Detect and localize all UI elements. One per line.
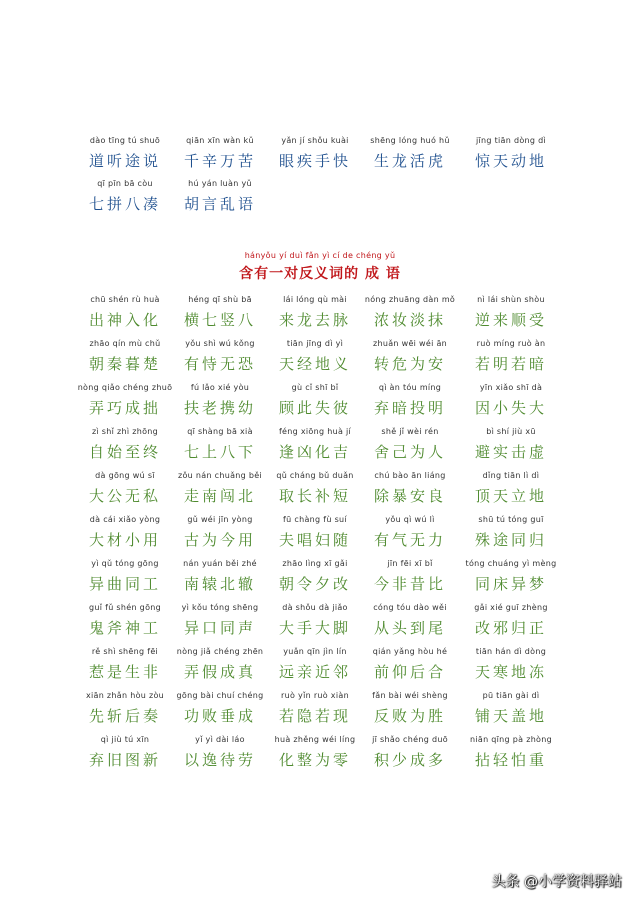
idiom-hanzi: 取长补短: [278, 487, 351, 505]
idiom-pinyin: jī shǎo chéng duō: [372, 735, 448, 744]
idiom-hanzi: 走南闯北: [183, 487, 256, 505]
idiom-hanzi: 出神入化: [88, 311, 161, 329]
idiom-pinyin: chū shén rù huà: [90, 295, 160, 304]
idiom-pinyin: shū tú tóng guī: [478, 515, 544, 524]
idiom-row: [0, 178, 640, 216]
idiom-pinyin: jīn fēi xī bǐ: [387, 559, 433, 568]
idiom-row: [0, 426, 640, 464]
idiom-hanzi: 今非昔比: [373, 575, 446, 593]
idiom-item: [452, 135, 570, 171]
idiom-pinyin: nòng qiǎo chéng zhuō: [77, 383, 173, 392]
idiom-hanzi: 积少成多: [373, 751, 446, 769]
idiom-pinyin: zì shǐ zhì zhōng: [91, 427, 159, 436]
idiom-hanzi: 拈轻怕重: [474, 751, 547, 769]
idiom-hanzi: 以逸待劳: [183, 751, 256, 769]
idiom-row: [0, 690, 640, 728]
section-title: [0, 250, 640, 283]
idiom-hanzi: 横七竖八: [183, 311, 256, 329]
idiom-hanzi: 大手大脚: [278, 619, 351, 637]
idiom-hanzi: 鬼斧神工: [88, 619, 161, 637]
idiom-hanzi: 弃旧图新: [88, 751, 161, 769]
idiom-pinyin: shēng lóng huó hǔ: [370, 136, 450, 145]
idiom-hanzi: 弃暗投明: [373, 399, 446, 417]
idiom-hanzi: 若隐若现: [278, 707, 351, 725]
idiom-pinyin: tiān hán dì dòng: [475, 647, 547, 656]
idiom-pinyin: nán yuán běi zhé: [183, 559, 257, 568]
idiom-pinyin: zhāo qín mù chǔ: [89, 339, 161, 348]
idiom-hanzi: 改邪归正: [474, 619, 547, 637]
idiom-item: [452, 382, 570, 418]
idiom-row: [0, 382, 640, 420]
idiom-pinyin: dǐng tiān lì dì: [482, 471, 540, 480]
idiom-hanzi: 七上八下: [183, 443, 256, 461]
idiom-hanzi: 除暴安良: [373, 487, 446, 505]
idiom-pinyin: ruò míng ruò àn: [476, 339, 546, 348]
idiom-item: [452, 294, 570, 330]
idiom-hanzi: 自始至终: [88, 443, 161, 461]
idiom-pinyin: xiān zhǎn hòu zòu: [85, 691, 165, 700]
idiom-row: [0, 558, 640, 596]
idiom-hanzi: 天经地义: [278, 355, 351, 373]
idiom-pinyin: yǎn jí shǒu kuài: [281, 136, 349, 145]
idiom-pinyin: guǐ fǔ shén gōng: [88, 603, 162, 612]
idiom-hanzi: 惊天动地: [474, 152, 547, 170]
idiom-hanzi: 扶老携幼: [183, 399, 256, 417]
idiom-hanzi: 生龙活虎: [373, 152, 446, 170]
idiom-item: [161, 178, 279, 214]
idiom-pinyin: huà zhěng wéi líng: [274, 735, 356, 744]
idiom-hanzi: 异口同声: [183, 619, 256, 637]
idiom-pinyin: yǒu qì wú lì: [385, 515, 435, 524]
idiom-pinyin: féng xiōng huà jí: [278, 427, 352, 436]
idiom-pinyin: pū tiān gài dì: [482, 691, 540, 700]
idiom-hanzi: 有气无力: [373, 531, 446, 549]
idiom-pinyin: yīn xiǎo shī dà: [479, 383, 543, 392]
idiom-row: [0, 470, 640, 508]
idiom-pinyin: nì lái shùn shòu: [477, 295, 545, 304]
idiom-pinyin: yǒu shì wú kǒng: [185, 339, 255, 348]
idiom-pinyin: zhāo lìng xī gǎi: [282, 559, 348, 568]
idiom-hanzi: 古为今用: [183, 531, 256, 549]
idiom-item: [452, 690, 570, 726]
idiom-pinyin: gù cǐ shī bǐ: [291, 383, 339, 392]
idiom-pinyin: dà gōng wú sī: [95, 471, 155, 480]
idiom-item: [452, 646, 570, 682]
idiom-row: [0, 602, 640, 640]
idiom-hanzi: 异曲同工: [88, 575, 161, 593]
idiom-hanzi: 南辕北辙: [183, 575, 256, 593]
idiom-pinyin: lái lóng qù mài: [283, 295, 347, 304]
idiom-row: [0, 294, 640, 332]
idiom-hanzi: 反败为胜: [373, 707, 446, 725]
idiom-item: [452, 426, 570, 462]
idiom-pinyin: nóng zhuāng dàn mǒ: [364, 295, 456, 304]
section-title-text: 含有一对反义词的 成 语: [239, 266, 401, 282]
idiom-hanzi: 惹是生非: [88, 663, 161, 681]
idiom-hanzi: 朝令夕改: [278, 575, 351, 593]
idiom-row: [0, 514, 640, 552]
idiom-hanzi: 来龙去脉: [278, 311, 351, 329]
idiom-pinyin: gǎi xié guī zhèng: [474, 603, 548, 612]
idiom-pinyin: zhuǎn wēi wéi ān: [372, 339, 448, 348]
idiom-hanzi: 有恃无恐: [183, 355, 256, 373]
idiom-pinyin: ruò yǐn ruò xiàn: [281, 691, 349, 700]
idiom-hanzi: 功败垂成: [183, 707, 256, 725]
idiom-pinyin: chú bào ān liáng: [374, 471, 446, 480]
idiom-pinyin: gōng bài chuí chéng: [176, 691, 264, 700]
idiom-hanzi: 弄巧成拙: [88, 399, 161, 417]
idiom-pinyin: jīng tiān dòng dì: [475, 136, 547, 145]
idiom-pinyin: qī shàng bā xià: [187, 427, 253, 436]
source-watermark: 头条 @小学资料驿站: [491, 874, 622, 890]
idiom-hanzi: 转危为安: [373, 355, 446, 373]
idiom-pinyin: qǔ cháng bǔ duǎn: [276, 471, 354, 480]
idiom-pinyin: tiān jīng dì yì: [286, 339, 344, 348]
idiom-pinyin: qiān xīn wàn kǔ: [186, 136, 254, 145]
idiom-pinyin: dà cái xiǎo yòng: [89, 515, 161, 524]
idiom-row: [0, 646, 640, 684]
idiom-item: [452, 558, 570, 594]
idiom-hanzi: 若明若暗: [474, 355, 547, 373]
idiom-hanzi: 远亲近邻: [278, 663, 351, 681]
idiom-item: [452, 514, 570, 550]
idiom-hanzi: 七拼八凑: [88, 195, 161, 213]
idiom-hanzi: 朝秦暮楚: [88, 355, 161, 373]
idiom-hanzi: 眼疾手快: [278, 152, 351, 170]
idiom-hanzi: 天寒地冻: [474, 663, 547, 681]
idiom-hanzi: 殊途同归: [474, 531, 547, 549]
idiom-pinyin: qián yǎng hòu hé: [372, 647, 448, 656]
idiom-hanzi: 千辛万苦: [183, 152, 256, 170]
idiom-hanzi: 胡言乱语: [183, 195, 256, 213]
idiom-pinyin: rě shì shēng fēi: [91, 647, 159, 656]
idiom-pinyin: fú lǎo xié yòu: [190, 383, 250, 392]
idiom-pinyin: yuǎn qīn jìn lín: [283, 647, 347, 656]
idiom-pinyin: yì kǒu tóng shēng: [181, 603, 259, 612]
idiom-pinyin: niān qīng pà zhòng: [469, 735, 553, 744]
idiom-hanzi: 顾此失彼: [278, 399, 351, 417]
idiom-hanzi: 大公无私: [88, 487, 161, 505]
idiom-hanzi: 逢凶化吉: [278, 443, 351, 461]
idiom-pinyin: qì àn tóu míng: [378, 383, 442, 392]
idiom-pinyin: héng qī shù bā: [188, 295, 252, 304]
idiom-pinyin: dà shǒu dà jiǎo: [282, 603, 348, 612]
idiom-pinyin: fū chàng fù suí: [283, 515, 347, 524]
idiom-row: [0, 338, 640, 376]
idiom-hanzi: 化整为零: [278, 751, 351, 769]
idiom-item: [452, 470, 570, 506]
idiom-pinyin: dào tīng tú shuō: [89, 136, 161, 145]
idiom-pinyin: bì shí jiù xū: [486, 427, 536, 436]
idiom-hanzi: 大材小用: [88, 531, 161, 549]
idiom-pinyin: cóng tóu dào wěi: [373, 603, 447, 612]
idiom-hanzi: 因小失大: [474, 399, 547, 417]
idiom-pinyin: hú yán luàn yǔ: [188, 179, 252, 188]
idiom-pinyin: qī pīn bā còu: [97, 179, 153, 188]
idiom-pinyin: nòng jiǎ chéng zhēn: [176, 647, 264, 656]
idiom-row: [0, 135, 640, 173]
idiom-item: [452, 734, 570, 770]
idiom-hanzi: 夫唱妇随: [278, 531, 351, 549]
idiom-hanzi: 浓妆淡抹: [373, 311, 446, 329]
idiom-pinyin: yǐ yì dài láo: [195, 735, 245, 744]
idiom-hanzi: 先斩后奏: [88, 707, 161, 725]
idiom-hanzi: 逆来顺受: [474, 311, 547, 329]
idiom-pinyin: shě jǐ wèi rén: [381, 427, 439, 436]
idiom-item: [452, 338, 570, 374]
section-title-pinyin: hányǒu yí duì fǎn yì cí de chéng yǔ: [244, 251, 396, 260]
idiom-hanzi: 从头到尾: [373, 619, 446, 637]
idiom-pinyin: gǔ wéi jīn yòng: [187, 515, 253, 524]
idiom-pinyin: tóng chuáng yì mèng: [465, 559, 557, 568]
idiom-hanzi: 顶天立地: [474, 487, 547, 505]
idiom-pinyin: qì jiù tú xīn: [100, 735, 150, 744]
idiom-pinyin: fǎn bài wéi shèng: [372, 691, 448, 700]
idiom-pinyin: yì qǔ tóng gōng: [91, 559, 159, 568]
idiom-hanzi: 避实击虚: [474, 443, 547, 461]
idiom-pinyin: zǒu nán chuǎng běi: [177, 471, 263, 480]
idiom-hanzi: 同床异梦: [474, 575, 547, 593]
idiom-hanzi: 铺天盖地: [474, 707, 547, 725]
idiom-row: [0, 734, 640, 772]
idiom-hanzi: 舍己为人: [373, 443, 446, 461]
idiom-hanzi: 弄假成真: [183, 663, 256, 681]
idiom-hanzi: 前仰后合: [373, 663, 446, 681]
idiom-hanzi: 道听途说: [88, 152, 161, 170]
idiom-item: [452, 602, 570, 638]
